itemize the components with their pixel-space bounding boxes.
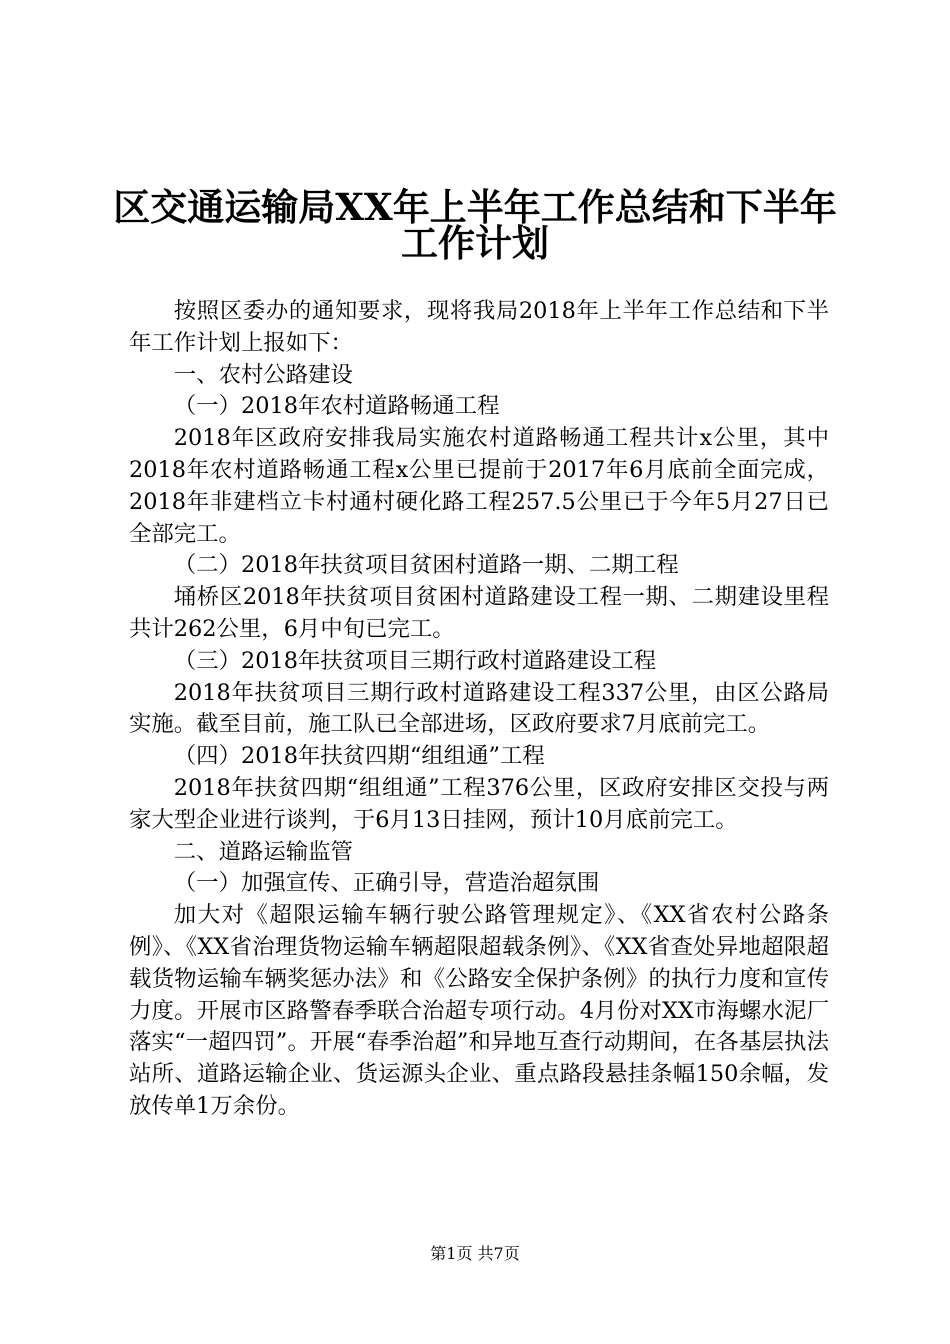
page-number-footer: 第1页 共7页	[430, 1244, 520, 1263]
document-title-line-2: 工作计划	[401, 221, 549, 265]
document-body	[129, 296, 829, 1123]
subsection-heading-1-1: （一）2018年农村道路畅通工程	[173, 393, 500, 420]
subsection-heading-1-4: （四）2018年扶贫四期“组组通”工程	[173, 743, 545, 770]
body-paragraph: 2018年区政府安排我局实施农村道路畅通工程共计x公里，其中2018年农村道路畅通工程x公里已提前于2017年6月底前全面完成，2018年非建档立卡村通村硬化路工程257.5公里已于今年5月27日已全部完工。	[129, 425, 829, 547]
body-paragraph: 埇桥区2018年扶贫项目贫困村道路建设工程一期、二期建设里程共计262公里，6月中旬已完工。	[129, 584, 829, 642]
document-title-line-1: 区交通运输局XX年上半年工作总结和下半年	[113, 185, 837, 229]
body-paragraph: 加大对《超限运输车辆行驶公路管理规定》、《XX省农村公路条例》、《XX省治理货物运输车辆超限超载条例》、《XX省查处异地超限超载货物运输车辆奖惩办法》和《公路安全保护条例》的执行力度和宣传力度。开展市区路警春季联合治超专项行动。4月份对XX市海螺水泥厂落实“一超四罚”。开展“春季治超”和异地互查行动期间，在各基层执法站所、道路运输企业、货运源头企业、重点路段悬挂条幅150余幅，发放传单1万余份。	[129, 902, 829, 1119]
body-paragraph: 2018年扶贫项目三期行政村道路建设工程337公里，由区公路局实施。截至目前，施工队已全部进场，区政府要求7月底前完工。	[129, 679, 829, 738]
subsection-heading-1-2: （二）2018年扶贫项目贫困村道路一期、二期工程	[173, 552, 679, 579]
intro-paragraph: 按照区委办的通知要求，现将我局2018年上半年工作总结和下半年工作计划上报如下：	[129, 298, 829, 356]
body-paragraph: 2018年扶贫四期“组组通”工程376公里，区政府安排区交投与两家大型企业进行谈判，于6月13日挂网，预计10月底前完工。	[129, 774, 829, 833]
subsection-heading-2-1: （一）加强宣传、正确引导，营造治超氛围	[173, 870, 600, 897]
section-heading-1: 一、农村公路建设	[173, 361, 353, 388]
section-heading-2: 二、道路运输监管	[173, 838, 353, 865]
subsection-heading-1-3: （三）2018年扶贫项目三期行政村道路建设工程	[173, 647, 657, 674]
